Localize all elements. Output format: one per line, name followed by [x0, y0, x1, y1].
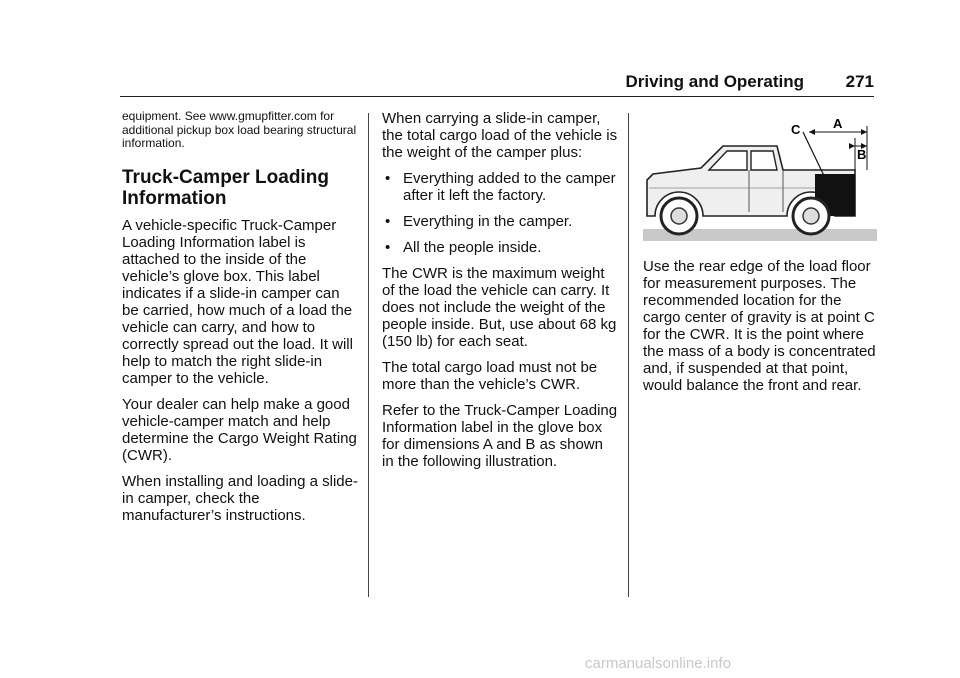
paragraph: Use the rear edge of the load floor for measurement purposes. The recommended location for the cargo center of gravity is at point C for the CWR. It is the point where the mass of a body is concentrated and, if suspended at that point, would balance the front and rear. [643, 258, 876, 394]
section-title: Driving and Operating [625, 72, 804, 91]
intro-text: equipment. See www.gmupfitter.com for additional pickup box load bearing structural information. [122, 109, 357, 150]
label-b: B [857, 147, 867, 162]
page-number: 271 [845, 72, 874, 91]
bullet-list [382, 170, 618, 256]
column-divider-1 [368, 113, 369, 597]
bullet-icon: • [385, 213, 391, 230]
paragraph: Your dealer can help make a good vehicle-camper match and help determine the Cargo Weight Rating (CWR). [122, 395, 357, 464]
paragraph: Refer to the Truck-Camper Loading Information label in the glove box for dimensions A and B as shown in the following illustration. [382, 402, 618, 470]
list-item: • Everything added to the camper after it left the factory. [385, 170, 616, 204]
paragraph: When carrying a slide-in camper, the total cargo load of the vehicle is the weight of the camper plus: [382, 110, 618, 161]
bullet-icon: • [385, 170, 391, 187]
column-divider-2 [628, 113, 629, 597]
label-a: A [833, 116, 843, 131]
label-c: C [791, 122, 801, 137]
paragraph: The total cargo load must not be more than the vehicle’s CWR. [382, 359, 598, 393]
column-2 [382, 110, 618, 479]
list-item: • All the people inside. [385, 239, 542, 256]
truck-camper-illustration [643, 116, 877, 244]
paragraph: When installing and loading a slide-in camper, check the manufacturer’s instructions. [122, 472, 358, 524]
watermark: carmanualsonline.info [585, 655, 731, 672]
section-heading: Truck-Camper Loading Information [122, 166, 329, 209]
page-header [120, 70, 874, 97]
column-3 [643, 110, 879, 403]
list-item: • Everything in the camper. [385, 213, 573, 230]
paragraph: A vehicle-specific Truck-Camper Loading Information label is attached to the inside of the vehicle’s glove box. This label indicates if a slide-in camper can be carried, how much of a load the vehicle can carry, and how to correctly spread out the load. It will help to match the right slide-in camper to the vehicle. [122, 216, 353, 387]
column-1 [122, 110, 358, 533]
bullet-icon: • [385, 239, 391, 256]
rear-window [751, 151, 777, 170]
paragraph: The CWR is the maximum weight of the load the vehicle can carry. It does not include the weight of the people inside. But, use about 68 kg (150 lb) for each seat. [382, 265, 617, 350]
